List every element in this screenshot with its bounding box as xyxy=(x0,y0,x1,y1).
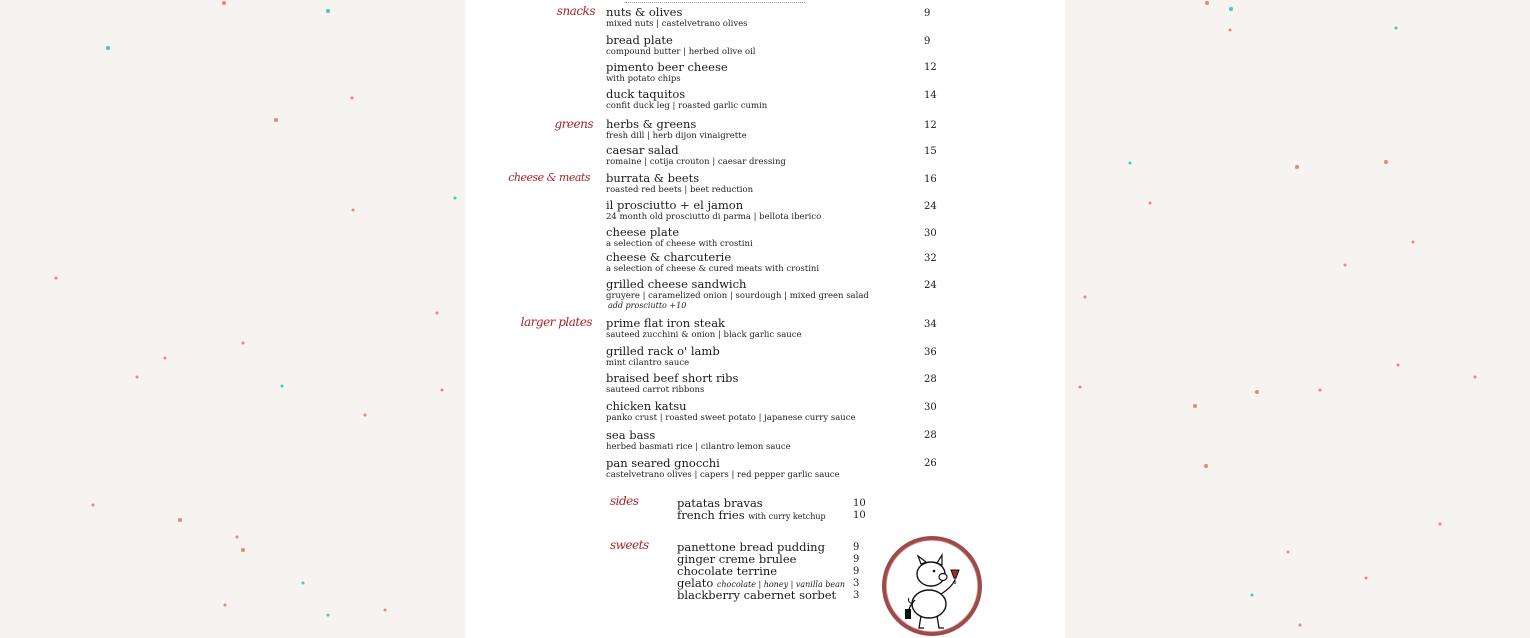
sweet-price: 3 xyxy=(853,590,860,601)
menu-item xyxy=(606,172,936,195)
menu-item xyxy=(606,88,936,111)
item-description: fresh dill | herb dijon vinaigrette xyxy=(606,131,747,141)
item-name: bread plate xyxy=(606,33,673,47)
item-name: cheese & charcuterie xyxy=(606,250,732,264)
menu-item xyxy=(606,34,936,57)
item-price: 36 xyxy=(924,347,937,358)
sweet-price: 9 xyxy=(853,542,860,553)
item-description: gruyere | caramelized onion | sourdough | mixed green salad xyxy=(606,291,869,301)
item-description: confit duck leg | roasted garlic cumin xyxy=(606,101,768,111)
menu-item xyxy=(606,400,936,423)
item-name: chicken katsu xyxy=(606,399,687,413)
item-price: 28 xyxy=(924,374,937,385)
side-item xyxy=(677,509,826,523)
item-name: grilled rack o' lamb xyxy=(606,344,720,358)
item-description: compound butter | herbed olive oil xyxy=(606,47,756,57)
item-price: 24 xyxy=(924,201,937,212)
item-name: prime flat iron steak xyxy=(606,316,726,330)
section-label-snacks: snacks xyxy=(556,4,595,18)
menu-item xyxy=(606,118,936,141)
section-label-sweets: sweets xyxy=(610,538,649,552)
item-name: sea bass xyxy=(606,428,656,442)
sweet-name: gelato xyxy=(677,576,714,590)
item-name: il prosciutto + el jamon xyxy=(606,198,744,212)
item-name: cheese plate xyxy=(606,225,680,239)
sweet-name: ginger creme brulee xyxy=(677,552,797,566)
sweet-name: blackberry cabernet sorbet xyxy=(677,588,837,602)
item-price: 14 xyxy=(924,90,937,101)
item-price: 12 xyxy=(924,120,937,131)
item-description: 24 month old prosciutto di parma | bellota iberico xyxy=(606,212,822,222)
section-label-larger-plates: larger plates xyxy=(520,315,592,329)
menu-item xyxy=(606,251,936,274)
item-price: 34 xyxy=(924,319,937,330)
item-name: duck taquitos xyxy=(606,87,686,101)
item-price: 24 xyxy=(924,280,937,291)
item-description: romaine | cotija crouton | caesar dressing xyxy=(606,157,786,167)
side-name: patatas bravas xyxy=(677,496,763,510)
item-description: sauteed carrot ribbons xyxy=(606,385,705,395)
sweet-item xyxy=(677,589,836,601)
menu-item xyxy=(606,345,936,368)
item-name: pimento beer cheese xyxy=(606,60,728,74)
item-price: 16 xyxy=(924,174,937,185)
menu-item xyxy=(606,199,936,222)
menu-item xyxy=(606,317,936,340)
item-price: 28 xyxy=(924,430,937,441)
menu-item xyxy=(606,429,936,452)
item-description: mixed nuts | castelvetrano olives xyxy=(606,19,748,29)
item-description: panko crust | roasted sweet potato | japanese curry sauce xyxy=(606,413,856,423)
item-name: braised beef short ribs xyxy=(606,371,739,385)
item-description: roasted red beets | beet reduction xyxy=(606,185,754,195)
item-name: nuts & olives xyxy=(606,5,683,19)
item-description: sauteed zucchini & onion | black garlic sauce xyxy=(606,330,802,340)
item-name: caesar salad xyxy=(606,143,679,157)
top-divider xyxy=(625,0,805,3)
item-name: pan seared gnocchi xyxy=(606,456,720,470)
menu-item xyxy=(606,61,936,84)
item-price: 30 xyxy=(924,402,937,413)
item-price: 30 xyxy=(924,228,937,239)
sweet-name: panettone bread pudding xyxy=(677,540,825,554)
side-sub: with curry ketchup xyxy=(748,512,826,521)
menu-item xyxy=(606,226,936,249)
menu-item xyxy=(606,6,936,29)
item-price: 32 xyxy=(924,253,937,264)
item-price: 9 xyxy=(924,36,931,47)
menu-item xyxy=(606,372,936,395)
side-name: french fries xyxy=(677,508,745,522)
sweet-price: 9 xyxy=(853,566,860,577)
item-description: herbed basmati rice | cilantro lemon sauce xyxy=(606,442,791,452)
item-name: burrata & beets xyxy=(606,171,700,185)
pig-wine-logo xyxy=(879,536,999,636)
item-description: a selection of cheese & cured meats with crostini xyxy=(606,264,820,274)
sweet-sub: chocolate | honey | vanilla bean xyxy=(716,580,846,589)
item-description: castelvetrano olives | capers | red pepper garlic sauce xyxy=(606,470,840,480)
item-description: with potato chips xyxy=(606,74,681,84)
sweet-price: 9 xyxy=(853,554,860,565)
section-label-greens: greens xyxy=(554,117,593,131)
item-description: mint cilantro sauce xyxy=(606,358,690,368)
section-label-cheese-meats: cheese & meats xyxy=(508,171,590,184)
item-name: grilled cheese sandwich xyxy=(606,277,747,291)
item-price: 26 xyxy=(924,458,937,469)
item-price: 12 xyxy=(924,62,937,73)
menu-page xyxy=(465,0,1065,638)
side-price: 10 xyxy=(853,498,866,509)
menu-item xyxy=(606,457,936,480)
item-note: add prosciutto +10 xyxy=(608,301,687,310)
menu-item xyxy=(606,144,936,167)
sweet-name: chocolate terrine xyxy=(677,564,778,578)
item-price: 9 xyxy=(924,8,931,19)
menu-item xyxy=(606,278,936,311)
section-label-sides: sides xyxy=(610,494,639,508)
item-description: a selection of cheese with crostini xyxy=(606,239,753,249)
sweet-price: 3 xyxy=(853,578,860,589)
item-name: herbs & greens xyxy=(606,117,697,131)
item-price: 15 xyxy=(924,146,937,157)
side-price: 10 xyxy=(853,510,866,521)
